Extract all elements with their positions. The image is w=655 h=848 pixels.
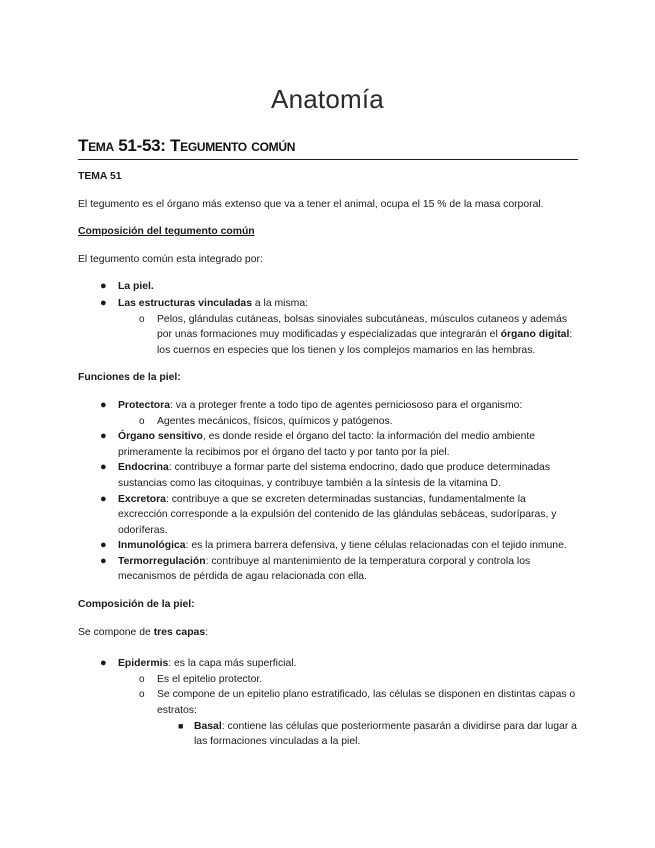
circle-bullet-icon: o — [139, 673, 145, 685]
bullet-icon: ● — [100, 296, 107, 309]
funciones-list — [78, 398, 577, 585]
document-title: Anatomía — [271, 84, 384, 114]
bullet-icon: ● — [100, 280, 107, 293]
list-item: ● Endocrina: contribuye a formar parte del sistema endocrino, dado que produce determinadas sustancias como las citoquinas, y contribuye también a la síntesis de la vitamina D. — [100, 461, 551, 489]
circle-bullet-icon: o — [139, 313, 145, 325]
list-item: ● Excretora: contribuye a que se excreten determinadas sustancias, fundamentalmente la excrección corresponde a la expulsión del contenido de las glándulas sebáceas, sudoríparas, y odoríferas. — [100, 492, 557, 536]
funciones-heading: Funciones de la piel: — [78, 372, 181, 384]
bullet-icon: ● — [100, 398, 107, 411]
list-item: ● Termorregulación: contribuye al mantenimiento de la temperatura corporal y controla los mecanismos de pérdida de agau relacionada con ella. — [100, 554, 531, 583]
circle-bullet-icon: o — [139, 415, 145, 427]
list-item: o Se compone de un epitelio plano estratificado, las células se disponen en distintas capas o estratos: — [139, 689, 576, 717]
list-item: ● Epidermis: es la capa más superficial. — [78, 656, 577, 672]
circle-bullet-icon: o — [139, 689, 145, 701]
list-item: ● Protectora: va a proteger frente a todo tipo de agentes perniciososo para el organismo: — [78, 398, 577, 414]
square-bullet-icon: ■ — [178, 720, 184, 731]
list-item: o Agentes mecánicos, físicos, químicos y patógenos. — [78, 414, 577, 430]
list-item: o Pelos, glándulas cutáneas, bolsas sinoviales subcutáneas, músculos cutaneos y además por unas formaciones muy modificadas y especializadas que integrarán el órgano digital: los cuernos en especies que los tienen y los complejos mamarios en las hembras. — [139, 313, 573, 356]
list-item: ● La piel. — [78, 279, 577, 295]
bullet-icon: ● — [100, 554, 107, 567]
composicion-tegumento-heading: Composición del tegumento común — [78, 226, 255, 238]
list-item: ● Inmunológica: es la primera barrera defensiva, y tiene células relacionadas con el tejido inmune. — [78, 538, 577, 554]
list-item: ● Órgano sensitivo, es donde reside el órgano del tacto: la información del medio ambiente primeramente la recibimos por el órgano del tacto y por tanto por la piel. — [100, 430, 536, 458]
heading-underline — [78, 159, 578, 160]
tema-label: TEMA 51 — [78, 171, 122, 182]
bullet-icon: ● — [100, 492, 107, 505]
composicion-piel-lead: Se compone de tres capas: — [78, 626, 208, 638]
bullet-icon: ● — [100, 539, 107, 552]
capas-list — [78, 656, 577, 750]
bullet-icon: ● — [100, 430, 107, 443]
tegumento-list — [78, 279, 577, 358]
bullet-icon: ● — [100, 657, 107, 670]
composicion-piel-heading: Composición de la piel: — [78, 599, 195, 611]
list-item: ■ Basal: contiene las células que posteriormente pasarán a dividirse para dar lugar a las formaciones vinculadas a la piel. — [178, 720, 577, 748]
section-heading: Tema 51-53: Tegumento común — [78, 136, 296, 155]
intro-paragraph: El tegumento es el órgano más extenso que va a tener el animal, ocupa el 15 % de la masa corporal. — [78, 198, 544, 210]
bullet-icon: ● — [100, 461, 107, 474]
list-item: o Es el epitelio protector. — [78, 672, 577, 688]
composicion-tegumento-lead: El tegumento común esta integrado por: — [78, 253, 263, 265]
list-item: ● Las estructuras vinculadas a la misma: — [78, 296, 577, 312]
